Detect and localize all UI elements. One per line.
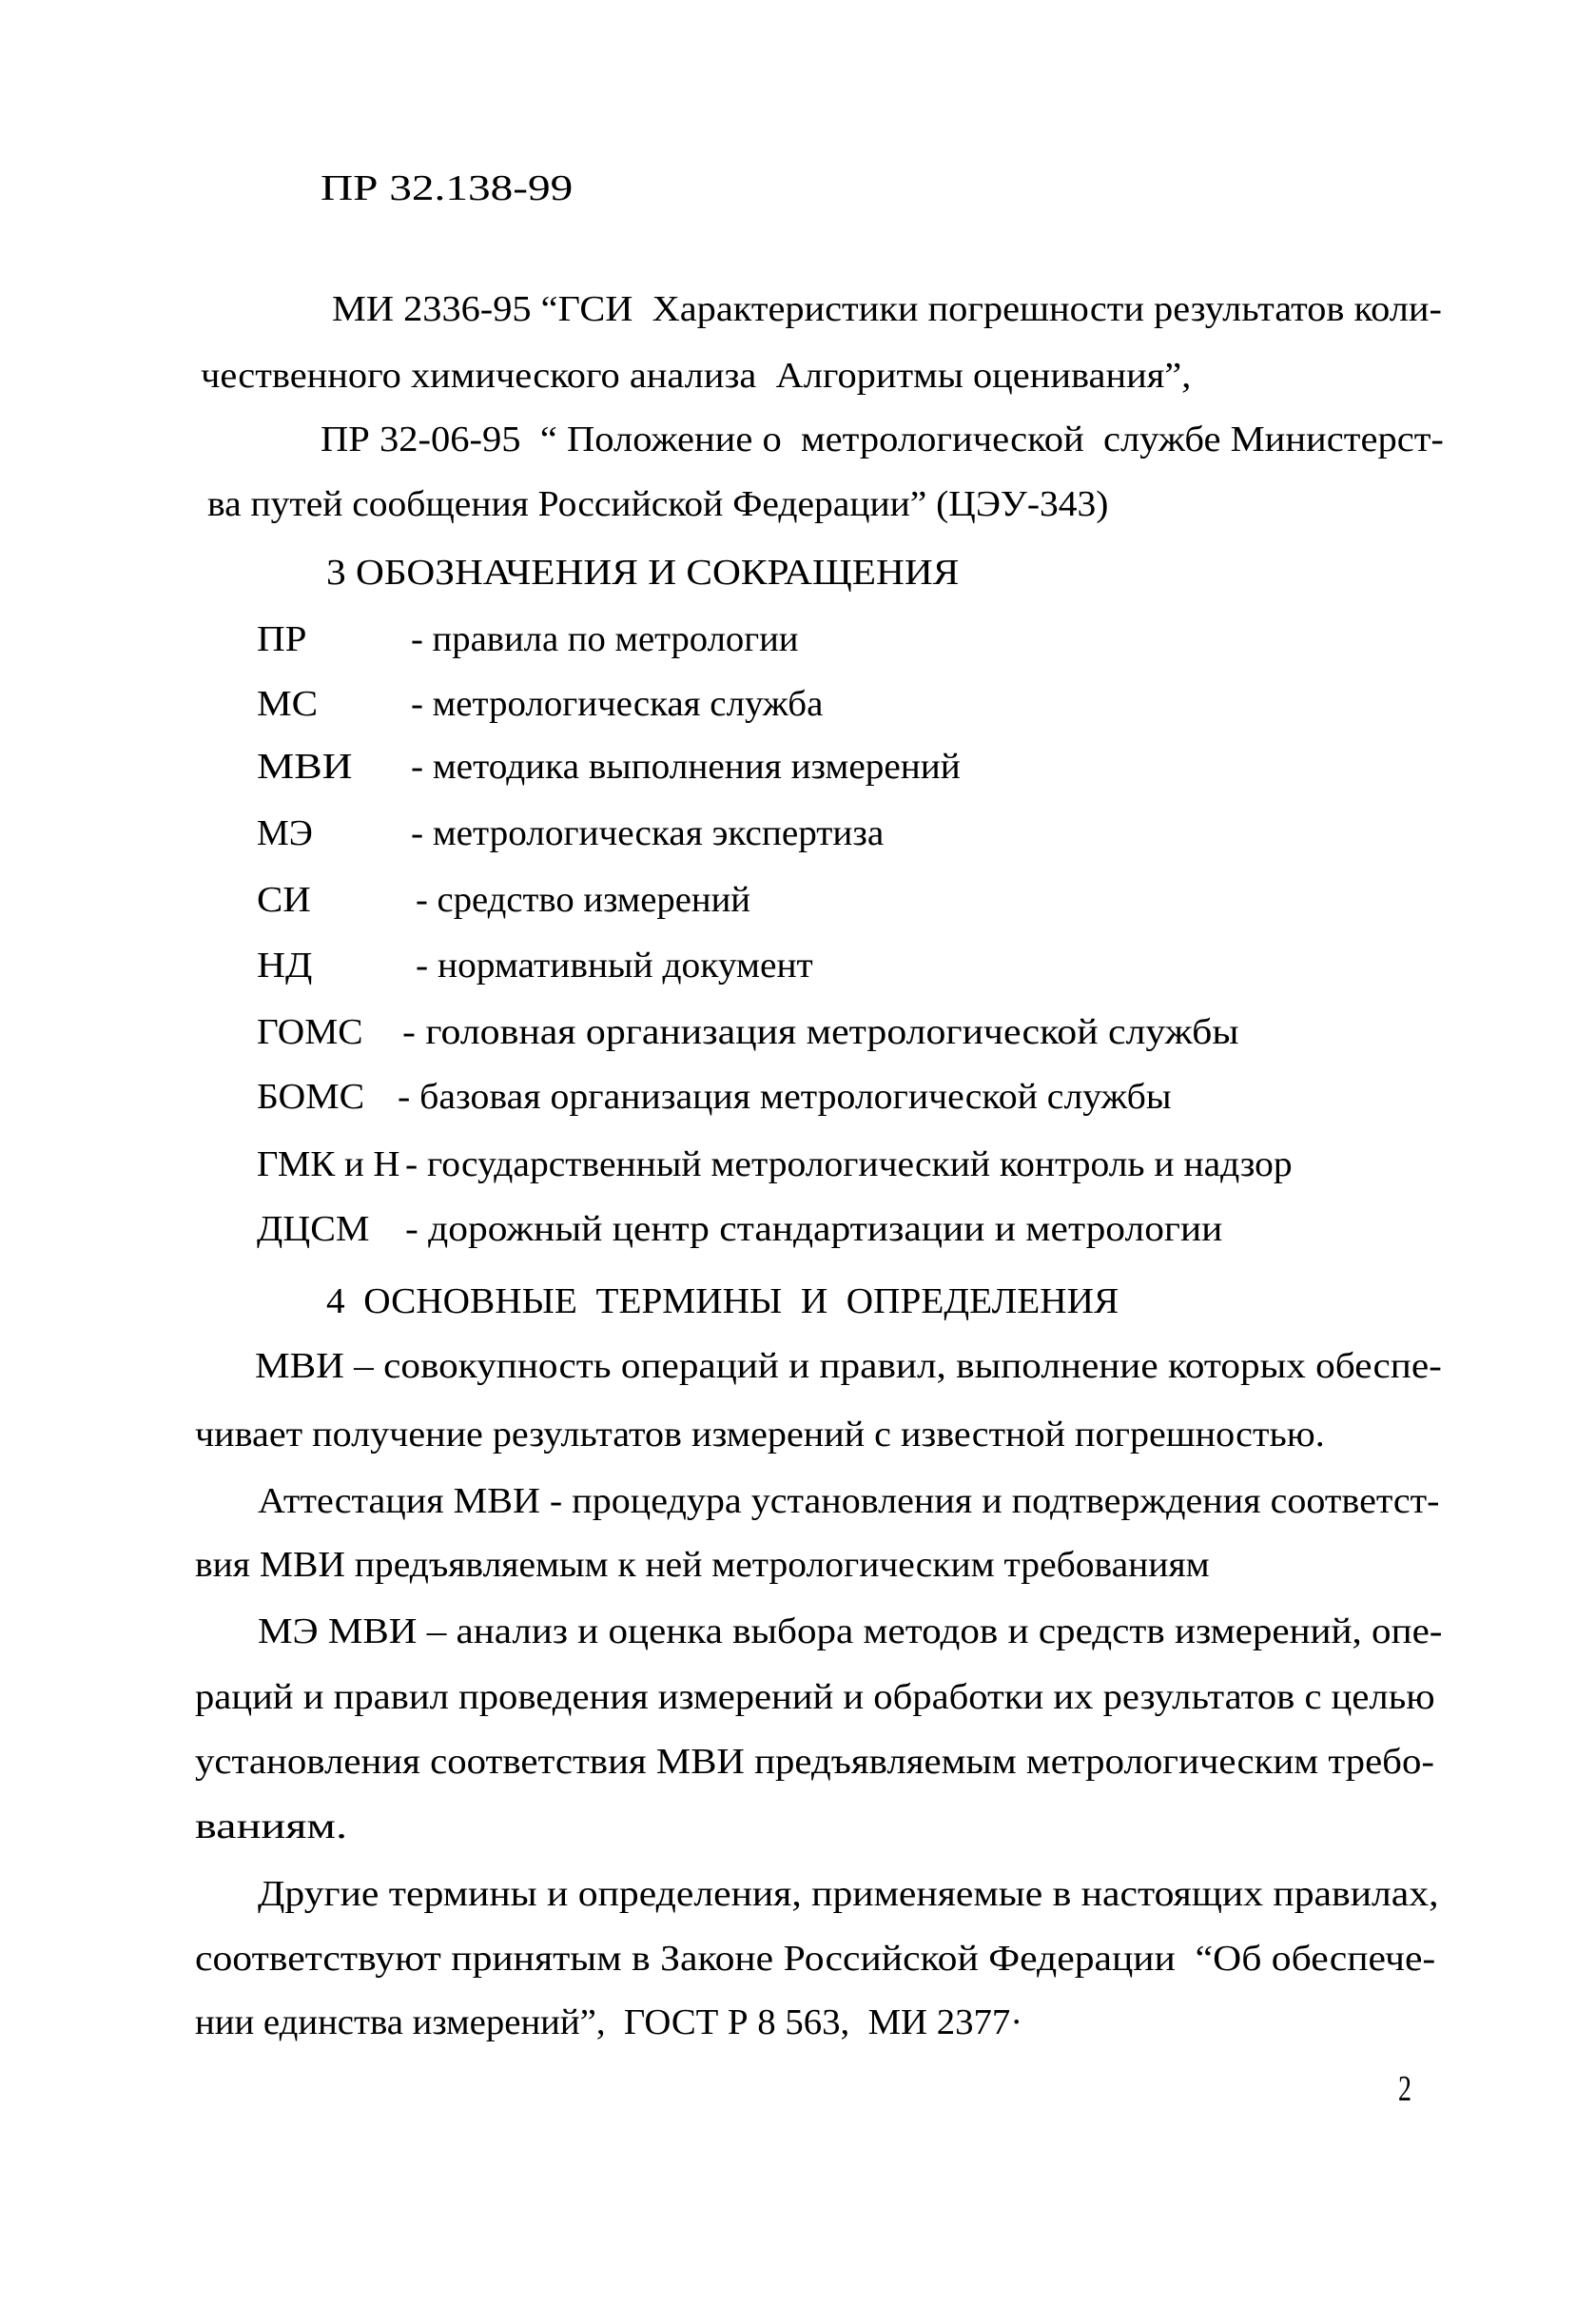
abbreviation: МВИ (257, 747, 353, 787)
body-text-line: МЭ МВИ – анализ и оценка выбора методов и средств измерений, опе- (258, 1611, 1443, 1651)
abbreviation: НД (257, 946, 313, 986)
abbreviation: ПР (257, 619, 307, 659)
abbreviation: ДЦСМ (257, 1209, 370, 1249)
abbreviation-definition: - правила по метрологии (411, 619, 799, 659)
body-text-line: вия МВИ предъявляемым к ней метрологическим требованиям (195, 1545, 1210, 1585)
abbreviation-definition: - метрологическая экспертиза (411, 813, 885, 853)
abbreviation-definition: - базовая организация метрологической службы (398, 1077, 1172, 1117)
abbreviation: СИ (257, 880, 311, 920)
abbreviation-definition: - нормативный документ (416, 946, 813, 986)
section-4-title: 4 ОСНОВНЫЕ ТЕРМИНЫ И ОПРЕДЕЛЕНИЯ (326, 1281, 1119, 1321)
abbreviation-definition: - методика выполнения измерений (411, 747, 961, 787)
body-text-line: нии единства измерений”, ГОСТ Р 8 563, МИ 2377· (195, 2002, 1023, 2042)
body-text-line: чивает получение результатов измерений с известной погрешностью. (195, 1415, 1325, 1455)
abbreviation-definition: - государственный метрологический контроль и надзор (405, 1144, 1293, 1184)
abbreviation-definition: - головная организация метрологической службы (402, 1012, 1239, 1052)
document-code: ПР 32.138-99 (321, 168, 574, 208)
body-text-line: установления соответствия МВИ предъявляемым метрологическим требо- (195, 1742, 1434, 1782)
abbreviation: БОМС (257, 1077, 365, 1117)
body-text-line: соответствуют принятым в Законе Российской Федерации “Об обеспече- (195, 1939, 1436, 1979)
abbreviation-definition: - метрологическая служба (411, 684, 824, 724)
page-number: 2 (1398, 2069, 1411, 2109)
abbreviation: МЭ (257, 813, 313, 853)
section-3-title: 3 ОБОЗНАЧЕНИЯ И СОКРАЩЕНИЯ (326, 553, 960, 593)
body-text-line: раций и правил проведения измерений и обработки их результатов с целью (195, 1677, 1435, 1717)
reference-line: ПР 32-06-95 “ Положение о метрологической службе Министерст- (321, 420, 1444, 459)
abbreviation-definition: - дорожный центр стандартизации и метрологии (405, 1209, 1223, 1249)
reference-line: ва путей сообщения Российской Федерации” (ЦЭУ-343) (207, 484, 1109, 524)
abbreviation-definition: - средство измерений (416, 880, 750, 920)
body-text-line: МВИ – совокупность операций и правил, выполнение которых обеспе- (255, 1346, 1442, 1386)
body-text-line: ваниям. (195, 1806, 348, 1846)
body-text-line: Аттестация МВИ - процедура установления и подтверждения соответст- (258, 1481, 1440, 1521)
reference-line: МИ 2336-95 “ГСИ Характеристики погрешности результатов коли- (332, 289, 1442, 329)
abbreviation: ГМК и Н (257, 1144, 400, 1184)
abbreviation: МС (257, 684, 319, 724)
abbreviation: ГОМС (257, 1012, 363, 1052)
reference-line: чественного химического анализа Алгоритмы оценивания”, (201, 356, 1192, 396)
body-text-line: Другие термины и определения, применяемые в настоящих правилах, (258, 1874, 1439, 1914)
